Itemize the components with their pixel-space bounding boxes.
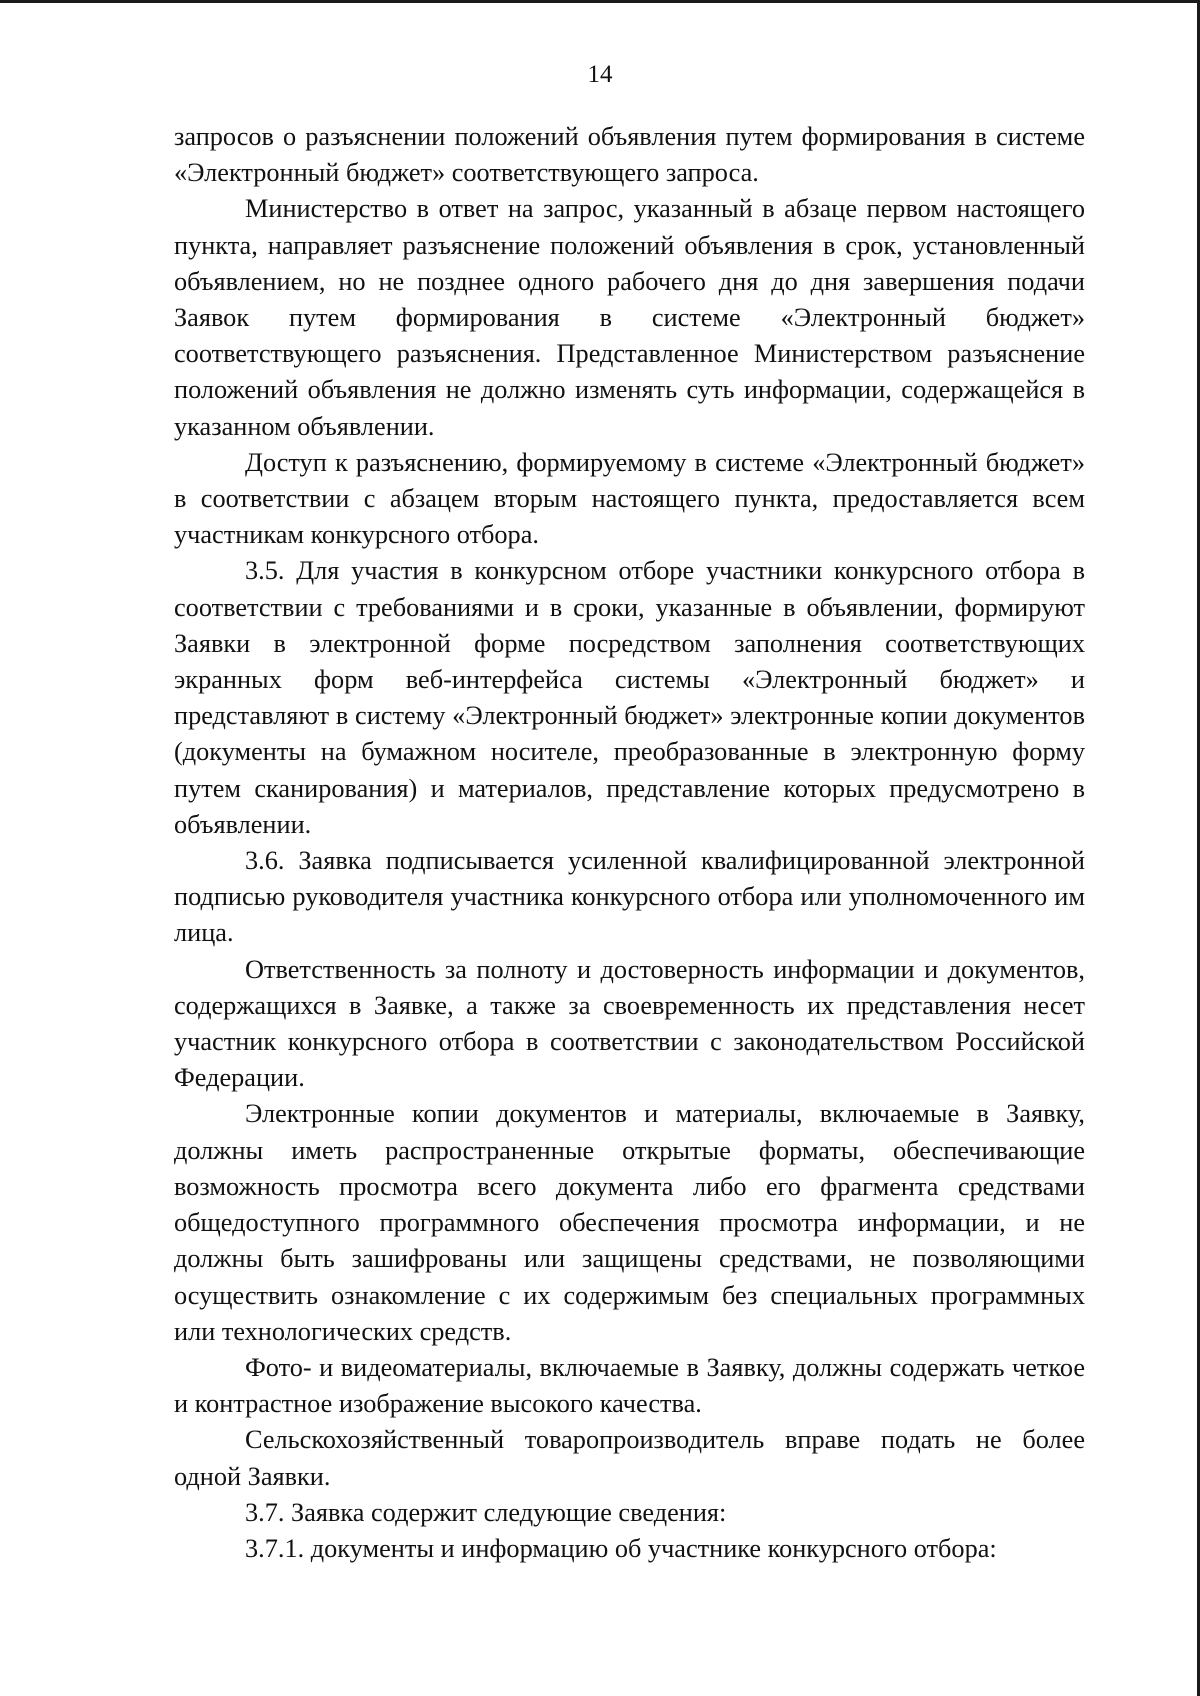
- paragraph: Электронные копии документов и материалы, включаемые в Заявку, должны иметь распространенные открытые форматы, обеспечивающие возможность просмотра всего документа либо его фрагмента средствами общедоступного программного обеспечения просмотра информации, и не должны быть зашифрованы или защищены средствами, не позволяющими осуществить ознакомление с их содержимым без специальных программных или технологических средств.: [174, 1099, 1085, 1346]
- paragraph: Фото- и видеоматериалы, включаемые в Заявку, должны содержать четкое и контрастное изображение высокого качества.: [174, 1352, 1085, 1419]
- paragraph: Сельскохозяйственный товаропроизводитель вправе подать не более одной Заявки.: [174, 1425, 1085, 1491]
- document-body: [174, 119, 1085, 1567]
- scan-border-top: [0, 0, 1200, 3]
- page-number: 14: [587, 61, 613, 88]
- paragraph-clause-3-6: 3.6. Заявка подписывается усиленной квалифицированной электронной подписью руководителя участника конкурсного отбора или уполномоченного им лица.: [174, 846, 1085, 948]
- paragraph-continuation: запросов о разъяснении положений объявления путем формирования в системе «Электронный бюджет» соответствующего запроса.: [174, 122, 1085, 188]
- paragraph-clause-3-7-1: 3.7.1. документы и информацию об участнике конкурсного отбора:: [245, 1533, 997, 1563]
- paragraph: Доступ к разъяснению, формируемому в системе «Электронный бюджет» в соответствии с абзацем вторым настоящего пункта, предоставляется всем участникам конкурсного отбора.: [174, 447, 1085, 550]
- paragraph-clause-3-5: 3.5. Для участия в конкурсном отборе участники конкурсного отбора в соответствии с требованиями и в сроки, указанные в объявлении, формируют Заявки в электронной форме посредством заполнения соответствующих экранных форм веб-интерфейса системы «Электронный бюджет» и представляют в систему «Электронный бюджет» электронные копии документов (документы на бумажном носителе, преобразованные в электронную форму путем сканирования) и материалов, представление которых предусмотрено в объявлении.: [174, 556, 1085, 839]
- paragraph-clause-3-7: 3.7. Заявка содержит следующие сведения:: [245, 1497, 727, 1527]
- paragraph: Ответственность за полноту и достоверность информации и документов, содержащихся в Заявке, а также за своевременность их представления несет участник конкурсного отбора в соответствии с законодательством Российской Федерации.: [174, 954, 1085, 1093]
- paragraph: Министерство в ответ на запрос, указанный в абзаце первом настоящего пункта, направляет разъяснение положений объявления в срок, установленный объявлением, но не позднее одного рабочего дня до дня завершения подачи Заявок путем формирования в системе «Электронный бюджет» соответствующего разъяснения. Представленное Министерством разъяснение положений объявления не должно изменять суть информации, содержащейся в указанном объявлении.: [174, 194, 1085, 441]
